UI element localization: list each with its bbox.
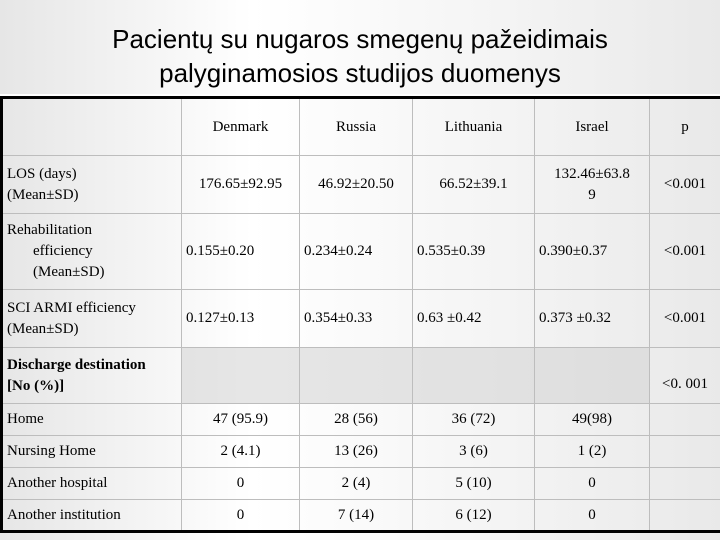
cell-israel: 0 [535, 500, 650, 532]
cell-israel: 0 [535, 468, 650, 500]
cell-lithuania: 3 (6) [413, 436, 535, 468]
label-line: Rehabilitation [7, 222, 92, 238]
cell-denmark: 2 (4.1) [182, 436, 300, 468]
cell-israel [535, 156, 650, 214]
row-another-institution [2, 500, 720, 532]
value-line: 132.46±63.8 [554, 165, 630, 182]
cell-lithuania: 36 (72) [413, 404, 535, 436]
cell-p: <0.001 [650, 290, 720, 348]
header-p: p [650, 98, 720, 156]
label-line: LOS (days) [7, 165, 77, 182]
cell-denmark: 0.127±0.13 [182, 290, 300, 348]
header-lithuania: Lithuania [413, 98, 535, 156]
cell-russia: 13 (26) [300, 436, 413, 468]
cell-denmark: 47 (95.9) [182, 404, 300, 436]
row-label: Another hospital [2, 468, 182, 500]
cell-lithuania: 0.535±0.39 [413, 214, 535, 290]
label-line: Discharge destination [7, 356, 146, 373]
value-line: 9 [588, 186, 596, 203]
cell-lithuania: 6 (12) [413, 500, 535, 532]
header-israel: Israel [535, 98, 650, 156]
cell-p: <0.001 [650, 156, 720, 214]
label-line: SCI ARMI efficiency [7, 299, 136, 316]
title-line-2: palyginamosios studijos duomenys [159, 58, 561, 88]
cell-russia: 2 (4) [300, 468, 413, 500]
label-line: (Mean±SD) [33, 264, 105, 280]
label-line: [No (%)] [7, 377, 65, 394]
row-label [2, 290, 182, 348]
cell-empty [650, 468, 720, 500]
row-label: Home [2, 404, 182, 436]
row-label: Another institution [2, 500, 182, 532]
cell-russia: 7 (14) [300, 500, 413, 532]
row-home [2, 404, 720, 436]
comparison-table [0, 96, 720, 533]
cell-israel: 0.373 ±0.32 [535, 290, 650, 348]
header-corner [2, 98, 182, 156]
cell-empty [300, 348, 413, 404]
cell-russia: 0.354±0.33 [300, 290, 413, 348]
cell-lithuania: 66.52±39.1 [413, 156, 535, 214]
cell-empty [650, 436, 720, 468]
cell-denmark: 0.155±0.20 [182, 214, 300, 290]
row-label [2, 348, 182, 404]
cell-israel: 49(98) [535, 404, 650, 436]
cell-empty [413, 348, 535, 404]
label-line: (Mean±SD) [7, 320, 79, 337]
cell-empty [182, 348, 300, 404]
cell-israel: 0.390±0.37 [535, 214, 650, 290]
cell-empty [650, 500, 720, 532]
cell-empty [650, 404, 720, 436]
row-label: Nursing Home [2, 436, 182, 468]
row-discharge [2, 348, 720, 404]
row-label [2, 156, 182, 214]
cell-lithuania: 0.63 ±0.42 [413, 290, 535, 348]
header-denmark: Denmark [182, 98, 300, 156]
cell-israel: 1 (2) [535, 436, 650, 468]
header-row [2, 98, 720, 156]
cell-empty [535, 348, 650, 404]
row-rehab [2, 214, 720, 290]
row-another-hospital [2, 468, 720, 500]
label-line: efficiency [33, 243, 93, 259]
title-line-1: Pacientų su nugaros smegenų pažeidimais [112, 24, 608, 54]
cell-denmark: 176.65±92.95 [182, 156, 300, 214]
row-sci [2, 290, 720, 348]
row-los [2, 156, 720, 214]
cell-denmark: 0 [182, 500, 300, 532]
row-nursing-home [2, 436, 720, 468]
cell-russia: 0.234±0.24 [300, 214, 413, 290]
cell-p: <0.001 [650, 214, 720, 290]
cell-lithuania: 5 (10) [413, 468, 535, 500]
label-line: (Mean±SD) [7, 186, 79, 203]
cell-russia: 46.92±20.50 [300, 156, 413, 214]
slide-title [0, 22, 720, 90]
row-label [2, 214, 182, 290]
cell-p: <0. 001 [650, 348, 720, 404]
cell-denmark: 0 [182, 468, 300, 500]
header-russia: Russia [300, 98, 413, 156]
cell-russia: 28 (56) [300, 404, 413, 436]
